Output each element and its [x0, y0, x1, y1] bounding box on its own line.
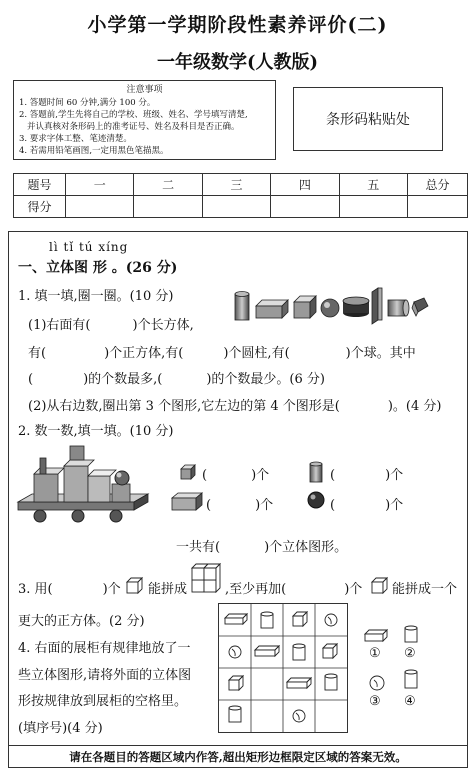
- table-header-cell: 题号: [14, 174, 66, 196]
- cube-icon: [370, 576, 390, 596]
- q2-count-cylinder: ( )个: [330, 468, 404, 483]
- cube-icon: [293, 612, 307, 626]
- section-pinyin: lì tǐ tú xíng: [49, 240, 129, 254]
- cylinder-icon: [261, 612, 273, 628]
- q1-shapes-illustration: [232, 286, 442, 326]
- section-heading: 一、立体图 形 。(26 分): [18, 260, 178, 276]
- table-header-cell: 三: [202, 174, 270, 196]
- q3-text: 能拼成: [148, 582, 188, 597]
- cylinder-icon: [388, 300, 409, 316]
- option-label: ②: [404, 646, 416, 661]
- notice-box: [13, 80, 276, 160]
- cuboid-icon: [256, 300, 288, 318]
- notice-item: 2. 答题前,学生先将自己的学校、班级、姓名、学号填写清楚,: [19, 110, 248, 120]
- score-input-cell[interactable]: [339, 196, 407, 218]
- cube-icon: [229, 676, 243, 690]
- table-label-cell: 得分: [14, 196, 66, 218]
- option-label: ④: [404, 694, 416, 709]
- q3-text: 更大的正方体。(2 分): [18, 614, 145, 629]
- score-input-cell[interactable]: [271, 196, 339, 218]
- q1-title: 1. 填一填,圈一圈。(10 分): [18, 289, 174, 304]
- barcode-label: 条形码粘贴处: [326, 112, 410, 128]
- cylinder-icon: [308, 460, 324, 486]
- q2-count-cube: ( )个: [202, 468, 270, 483]
- q3-line-2: ,至少再加( )个: [225, 582, 363, 597]
- cube-icon: [178, 462, 200, 482]
- cube-icon: [125, 576, 145, 596]
- block-structure-illustration: [14, 440, 156, 526]
- notice-item: 并认真核对条形码上的准考证号、姓名及科目是否正确。: [27, 122, 240, 132]
- cylinder-icon: [343, 297, 369, 317]
- score-table: [13, 173, 468, 218]
- score-input-cell[interactable]: [66, 196, 134, 218]
- notice-title: 注意事项: [126, 85, 163, 95]
- q2-count-cuboid: ( )个: [206, 498, 274, 513]
- notice-item: 4. 若需用铅笔画图,一定用黑色笔描黑。: [19, 146, 169, 156]
- cuboid-icon: [170, 490, 204, 512]
- barcode-area: [293, 87, 443, 151]
- q3-text: 能拼成一个: [392, 582, 458, 597]
- sphere-icon: [325, 614, 337, 626]
- stacked-cubes-icon: [190, 560, 222, 598]
- exam-subtitle: 一年级数学(人教版): [156, 52, 319, 73]
- sphere-icon: [229, 646, 241, 658]
- cylinder-icon: [293, 644, 305, 660]
- table-header-cell: 五: [339, 174, 407, 196]
- cylinder-icon: [325, 674, 337, 690]
- q4-line: 4. 右面的展柜有规律地放了一: [18, 641, 191, 656]
- q1-line: (2)从右边数,圈出第 3 个图形,它左边的第 4 个图形是( )。(4 分): [28, 399, 442, 414]
- score-input-cell[interactable]: [408, 196, 468, 218]
- cylinder-icon: [403, 668, 419, 692]
- q2-total: 一共有( )个立体图形。: [176, 540, 348, 555]
- cube-icon: [323, 644, 337, 658]
- cube-icon: [294, 296, 316, 318]
- sphere-icon: [368, 674, 386, 692]
- cube-icon: [412, 298, 428, 316]
- table-header-cell: 二: [134, 174, 202, 196]
- option-label: ③: [369, 694, 381, 709]
- table-row: [14, 174, 468, 196]
- q4-line: 形按规律放到展柜的空格里。: [18, 694, 188, 709]
- score-input-cell[interactable]: [202, 196, 270, 218]
- q2-title: 2. 数一数,填一填。(10 分): [18, 424, 174, 439]
- table-header-cell: 总分: [408, 174, 468, 196]
- cuboid-icon: [225, 614, 247, 624]
- cuboid-icon: [363, 628, 391, 644]
- cylinder-icon: [235, 292, 249, 321]
- sphere-icon: [321, 299, 339, 317]
- sphere-icon: [306, 490, 326, 510]
- table-header-cell: 四: [271, 174, 339, 196]
- q3-line: 3. 用( )个: [18, 582, 121, 597]
- score-input-cell[interactable]: [134, 196, 202, 218]
- cylinder-icon: [229, 706, 241, 722]
- cuboid-icon: [372, 288, 382, 324]
- display-cabinet-grid: [218, 603, 348, 733]
- footer-note: 请在各题目的答题区域内作答,超出矩形边框限定区域的答案无效。: [8, 745, 468, 768]
- q4-line: (填序号)(4 分): [18, 721, 103, 736]
- table-header-cell: 一: [66, 174, 134, 196]
- notice-item: 1. 答题时间 60 分钟,满分 100 分。: [19, 98, 156, 108]
- q2-count-sphere: ( )个: [330, 498, 404, 513]
- option-label: ①: [369, 646, 381, 661]
- q1-line: 有( )个正方体,有( )个圆柱,有( )个球。其中: [28, 346, 416, 361]
- q4-line: 些立体图形,请将外面的立体图: [18, 668, 192, 683]
- sphere-icon: [293, 710, 305, 722]
- notice-item: 3. 要求字体工整、笔迹清楚。: [19, 134, 132, 144]
- cylinder-icon: [403, 624, 419, 646]
- q1-line: ( )的个数最多,( )的个数最少。(6 分): [28, 372, 325, 387]
- cuboid-icon: [255, 646, 279, 656]
- table-row: [14, 196, 468, 218]
- q1-line: (1)右面有( )个长方体,: [28, 318, 194, 333]
- exam-title: 小学第一学期阶段性素养评价(二): [87, 14, 388, 36]
- cuboid-icon: [287, 678, 311, 688]
